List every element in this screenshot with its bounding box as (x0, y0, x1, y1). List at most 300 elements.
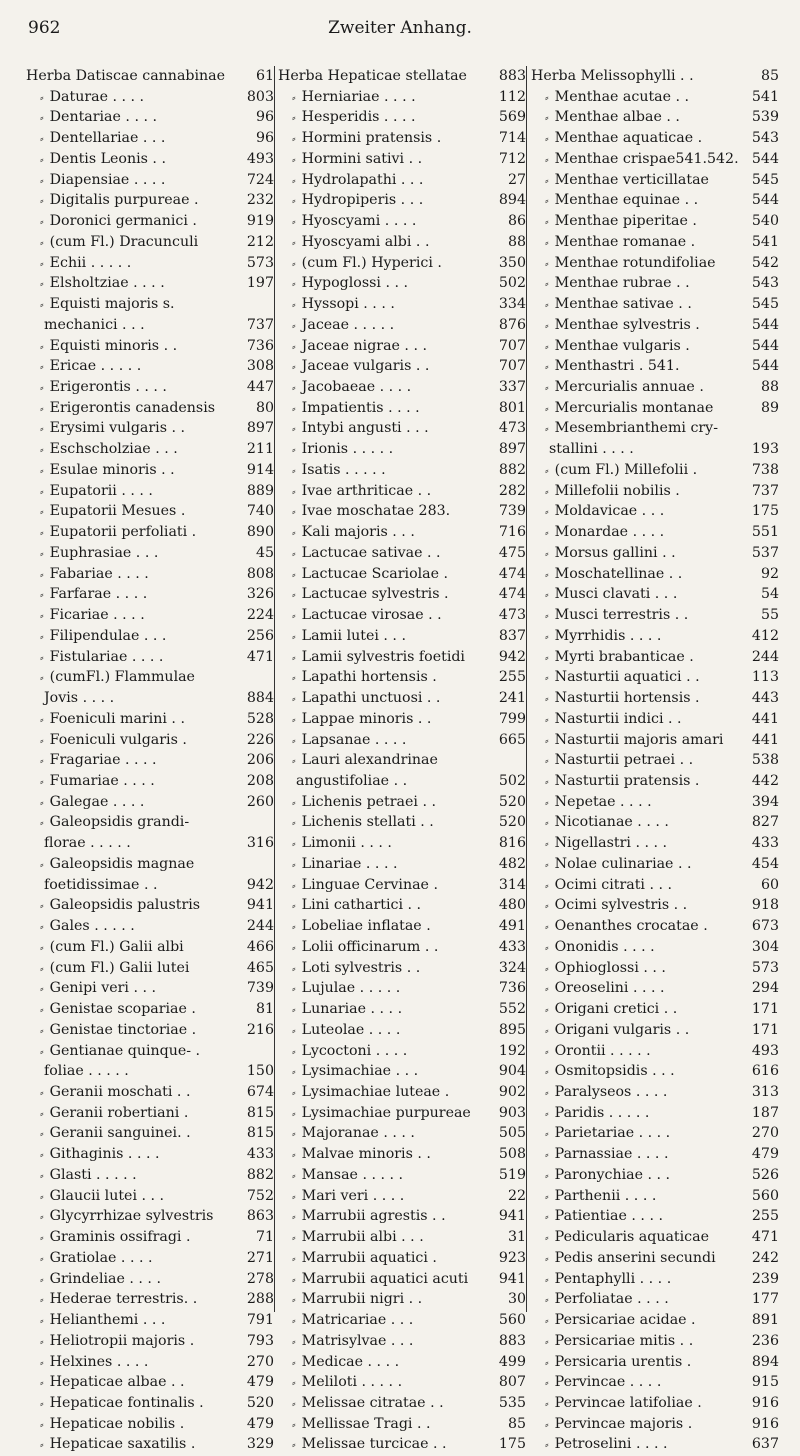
index-entry (278, 1165, 528, 1186)
entry-page-number: 904 (498, 1063, 526, 1080)
entry-term: ⸗ Ocimi sylvestris . . (545, 895, 687, 917)
entry-term: ⸗ Lini cathartici . . (292, 895, 421, 917)
entry-page-number: 89 (760, 399, 779, 416)
entry-page-number: 791 (246, 1312, 274, 1329)
index-entry (26, 1103, 276, 1124)
entry-page-number: 211 (246, 441, 274, 458)
entry-page-number: 314 (498, 876, 526, 893)
entry-page-number: 716 (498, 524, 526, 541)
entry-page-number: 543 (751, 130, 779, 147)
index-entry (531, 605, 781, 626)
entry-page-number: 816 (498, 835, 526, 852)
entry-page-number: 740 (246, 503, 274, 520)
index-entry (26, 958, 276, 979)
index-entry (278, 87, 528, 108)
index-entry (278, 792, 528, 813)
index-entry (278, 1414, 528, 1435)
entry-page-number: 736 (246, 337, 274, 354)
index-entry (531, 833, 781, 854)
index-entry (278, 418, 528, 439)
index-entry (26, 584, 276, 605)
entry-page-number: 902 (498, 1083, 526, 1100)
entry-term: ⸗ Moldavicae . . . (545, 501, 664, 523)
index-entry (278, 1206, 528, 1227)
entry-term: ⸗ Musci terrestris . . (545, 605, 688, 627)
entry-term: ⸗ Menthae piperitae . (545, 211, 697, 233)
entry-page-number: 827 (751, 814, 779, 831)
index-entry (278, 1248, 528, 1269)
entry-page-number: 86 (507, 213, 526, 230)
index-entry (26, 398, 276, 419)
entry-page-number: 543 (751, 275, 779, 292)
entry-term: ⸗ Lauri alexandrinae (292, 750, 438, 772)
entry-term: ⸗ Hepaticae nobilis . (40, 1414, 184, 1436)
entry-term: ⸗ Lapathi unctuosi . . (292, 688, 440, 710)
entry-page-number: 552 (498, 1001, 526, 1018)
entry-term: ⸗ Nasturtii hortensis . (545, 688, 700, 710)
entry-term: ⸗ Lactucae sylvestris . (292, 584, 449, 606)
entry-page-number: 541 (751, 233, 779, 250)
entry-page-number: 493 (751, 1042, 779, 1059)
entry-term: ⸗ Ononidis . . . . (545, 937, 655, 959)
index-entry (531, 481, 781, 502)
entry-term: ⸗ Jacobaeae . . . . (292, 377, 411, 399)
index-entry (531, 128, 781, 149)
entry-term: ⸗ Ericae . . . . . (40, 356, 141, 378)
entry-term: ⸗ Paronychiae . . . (545, 1165, 670, 1187)
entry-term: ⸗ Luteolae . . . . (292, 1020, 400, 1042)
entry-term: ⸗ Lamii sylvestris foetidi (292, 647, 465, 669)
index-entry (531, 211, 781, 232)
index-entry (26, 709, 276, 730)
entry-page-number: 304 (751, 938, 779, 955)
entry-term: ⸗ Lobeliae inflatae . (292, 916, 431, 938)
index-entry (278, 854, 528, 875)
entry-page-number: 894 (498, 192, 526, 209)
entry-page-number: 466 (246, 938, 274, 955)
entry-term: ⸗ Farfarae . . . . (40, 584, 147, 606)
entry-term: ⸗ Eupatorii perfoliati . (40, 522, 196, 544)
entry-page-number: 815 (246, 1104, 274, 1121)
entry-page-number: 480 (498, 897, 526, 914)
index-entry (531, 584, 781, 605)
entry-term: ⸗ Fumariae . . . . (40, 771, 155, 793)
entry-term: ⸗ Matricariae . . . (292, 1310, 413, 1332)
entry-page-number: 475 (498, 544, 526, 561)
entry-term: ⸗ Medicae . . . . (292, 1352, 399, 1374)
entry-page-number: 465 (246, 959, 274, 976)
entry-page-number: 474 (498, 565, 526, 582)
index-entry (26, 253, 276, 274)
entry-page-number: 441 (751, 731, 779, 748)
entry-term: ⸗ Equisti minoris . . (40, 336, 177, 358)
index-entry (531, 1020, 781, 1041)
entry-page-number: 412 (751, 627, 779, 644)
index-entry (531, 253, 781, 274)
index-entry (26, 1248, 276, 1269)
entry-page-number: 473 (498, 420, 526, 437)
entry-term: ⸗ Marrubii albi . . . (292, 1227, 424, 1249)
entry-page-number: 918 (751, 897, 779, 914)
index-entry (531, 978, 781, 999)
entry-page-number: 334 (498, 296, 526, 313)
entry-term: ⸗ Foeniculi marini . . (40, 709, 185, 731)
entry-page-number: 288 (246, 1291, 274, 1308)
entry-term: ⸗ Lamii lutei . . . (292, 626, 406, 648)
entry-term: ⸗ Doronici germanici . (40, 211, 197, 233)
entry-term: ⸗ Parthenii . . . . (545, 1186, 656, 1208)
index-entry (531, 647, 781, 668)
entry-term: ⸗ Eupatorii . . . . (40, 481, 153, 503)
entry-page-number: 508 (498, 1146, 526, 1163)
index-entry (278, 1041, 528, 1062)
entry-page-number: 433 (246, 1146, 274, 1163)
index-entry (278, 1352, 528, 1373)
index-entry (26, 1414, 276, 1435)
index-entry (531, 1393, 781, 1414)
index-entry (26, 1186, 276, 1207)
entry-term: ⸗ Esulae minoris . . (40, 460, 175, 482)
entry-term: ⸗ Hepaticae fontinalis . (40, 1393, 204, 1415)
entry-term: ⸗ Mansae . . . . . (292, 1165, 403, 1187)
entry-page-number: 637 (751, 1436, 779, 1453)
page-header (0, 18, 800, 48)
entry-term: ⸗ (cum Fl.) Galii albi (40, 937, 184, 959)
index-entry (26, 273, 276, 294)
index-entry (531, 1331, 781, 1352)
entry-page-number: 474 (498, 586, 526, 603)
entry-term: ⸗ Helxines . . . . (40, 1352, 148, 1374)
index-entry (278, 958, 528, 979)
entry-term: ⸗ Myrti brabanticae . (545, 647, 694, 669)
entry-page-number: 736 (498, 980, 526, 997)
entry-page-number: 479 (751, 1146, 779, 1163)
index-entry (278, 605, 528, 626)
entry-page-number: 502 (498, 772, 526, 789)
entry-term: ⸗ Nasturtii majoris amari (545, 730, 723, 752)
entry-page-number: 897 (246, 420, 274, 437)
entry-term: ⸗ Hyoscyami albi . . (292, 232, 429, 254)
index-entry (531, 1414, 781, 1435)
entry-term: ⸗ Galeopsidis grandi- (40, 812, 189, 834)
index-entry (531, 87, 781, 108)
entry-term: ⸗ (cum Fl.) Millefolii . (545, 460, 697, 482)
index-entry (26, 356, 276, 377)
entry-page-number: 326 (246, 586, 274, 603)
entry-page-number: 541 (751, 88, 779, 105)
index-entry (531, 170, 781, 191)
entry-page-number: 313 (751, 1083, 779, 1100)
index-entry (531, 398, 781, 419)
index-entry (278, 336, 528, 357)
index-entry (26, 1123, 276, 1144)
entry-page-number: 573 (751, 959, 779, 976)
entry-term: ⸗ Heliotropii majoris . (40, 1331, 194, 1353)
entry-page-number: 883 (498, 1332, 526, 1349)
entry-page-number: 187 (751, 1104, 779, 1121)
index-entry (531, 336, 781, 357)
entry-term: ⸗ Hypoglossi . . . (292, 273, 408, 295)
entry-page-number: 96 (255, 130, 274, 147)
index-entry (278, 107, 528, 128)
entry-page-number: 801 (498, 399, 526, 416)
entry-term: ⸗ Mellissae Tragi . . (292, 1414, 431, 1436)
index-entry (26, 771, 276, 792)
index-entry (26, 978, 276, 999)
entry-page-number: 897 (498, 441, 526, 458)
entry-page-number: 337 (498, 379, 526, 396)
entry-term: ⸗ Morsus gallini . . (545, 543, 676, 565)
entry-page-number: 256 (246, 627, 274, 644)
entry-page-number: 916 (751, 1415, 779, 1432)
entry-term: Herba Hepaticae stellatae (278, 68, 467, 84)
entry-page-number: 895 (498, 1021, 526, 1038)
entry-term: ⸗ Daturae . . . . (40, 87, 144, 109)
index-entry (26, 1206, 276, 1227)
entry-page-number: 473 (498, 607, 526, 624)
index-entry (531, 1434, 781, 1455)
index-entry (531, 1061, 781, 1082)
entry-page-number: 493 (246, 150, 274, 167)
entry-term: ⸗ Hormini sativi . . (292, 149, 422, 171)
entry-page-number: 244 (751, 648, 779, 665)
entry-page-number: 903 (498, 1104, 526, 1121)
entry-page-number: 891 (751, 1312, 779, 1329)
entry-term: stallini . . . . (549, 441, 634, 458)
entry-term: ⸗ Irionis . . . . . (292, 439, 393, 461)
entry-term: ⸗ Paridis . . . . . (545, 1103, 649, 1125)
entry-page-number: 502 (498, 275, 526, 292)
index-entry (278, 439, 528, 460)
entry-page-number: 244 (246, 918, 274, 935)
index-entry (278, 149, 528, 170)
entry-term: ⸗ Genistae tinctoriae . (40, 1020, 196, 1042)
index-entry (278, 1227, 528, 1248)
entry-term: ⸗ Ocimi citrati . . . (545, 875, 672, 897)
entry-page-number: 96 (255, 109, 274, 126)
entry-page-number: 545 (751, 296, 779, 313)
entry-term: ⸗ Parietariae . . . . (545, 1123, 670, 1145)
entry-page-number: 271 (246, 1249, 274, 1266)
entry-term: ⸗ Menthae vulgaris . (545, 336, 690, 358)
index-entry (278, 501, 528, 522)
entry-term: ⸗ Menthae sylvestris . (545, 315, 700, 337)
entry-term: ⸗ Persicariae mitis . . (545, 1331, 693, 1353)
entry-page-number: 112 (498, 88, 526, 105)
entry-term: ⸗ Hepaticae saxatilis . (40, 1434, 195, 1456)
entry-term: ⸗ Galeopsidis magnae (40, 854, 194, 876)
entry-page-number: 505 (498, 1125, 526, 1142)
index-entry (26, 1165, 276, 1186)
entry-page-number: 714 (498, 130, 526, 147)
entry-term: ⸗ Nigellastri . . . . (545, 833, 667, 855)
entry-term: ⸗ Hepaticae albae . . (40, 1372, 185, 1394)
entry-term: ⸗ Lujulae . . . . . (292, 978, 400, 1000)
index-entry (531, 875, 781, 896)
entry-page-number: 270 (246, 1353, 274, 1370)
index-entry (26, 999, 276, 1020)
entry-page-number: 479 (246, 1374, 274, 1391)
index-entry (531, 958, 781, 979)
entry-term: mechanici . . . (44, 316, 145, 333)
entry-term: ⸗ Melissae citratae . . (292, 1393, 444, 1415)
index-entry (531, 1041, 781, 1062)
entry-term: ⸗ Orontii . . . . . (545, 1041, 651, 1063)
index-entry (26, 87, 276, 108)
entry-term: ⸗ Gratiolae . . . . (40, 1248, 153, 1270)
index-entry (531, 999, 781, 1020)
entry-term: ⸗ Limonii . . . . (292, 833, 392, 855)
entry-term: ⸗ Menthae rotundifoliae (545, 253, 716, 275)
entry-term: ⸗ Pentaphylli . . . . (545, 1269, 671, 1291)
index-entry (531, 709, 781, 730)
entry-page-number: 544 (751, 150, 779, 167)
entry-term: ⸗ Menthastri . 541. (545, 356, 679, 378)
entry-page-number: 616 (751, 1063, 779, 1080)
entry-page-number: 712 (498, 150, 526, 167)
index-entry (278, 66, 528, 87)
entry-term: ⸗ Lapsanae . . . . (292, 730, 406, 752)
entry-term: ⸗ Pedis anserini secundi (545, 1248, 716, 1270)
index-entry (278, 1020, 528, 1041)
entry-page-number: 499 (498, 1353, 526, 1370)
index-entry (26, 1061, 276, 1082)
index-entry (26, 1434, 276, 1455)
index-entry (531, 937, 781, 958)
entry-page-number: 520 (498, 814, 526, 831)
entry-term: ⸗ Loti sylvestris . . (292, 958, 420, 980)
entry-term: ⸗ Isatis . . . . . (292, 460, 386, 482)
entry-page-number: 923 (498, 1249, 526, 1266)
index-entry (531, 1269, 781, 1290)
entry-term: ⸗ Lysimachiae purpureae (292, 1103, 471, 1125)
index-entry (278, 190, 528, 211)
entry-page-number: 919 (246, 213, 274, 230)
entry-term: ⸗ Linguae Cervinae . (292, 875, 438, 897)
index-entry (26, 937, 276, 958)
index-entry (278, 356, 528, 377)
entry-term: ⸗ Genipi veri . . . (40, 978, 156, 1000)
entry-page-number: 92 (760, 565, 779, 582)
entry-page-number: 752 (246, 1187, 274, 1204)
entry-term: ⸗ Lactucae sativae . . (292, 543, 441, 565)
entry-page-number: 545 (751, 171, 779, 188)
entry-page-number: 294 (751, 980, 779, 997)
entry-term: ⸗ Patientiae . . . . (545, 1206, 663, 1228)
entry-term: ⸗ Marrubii aquatici acuti (292, 1269, 468, 1291)
index-entry (278, 833, 528, 854)
index-entry (278, 377, 528, 398)
entry-term: ⸗ Galeopsidis palustris (40, 895, 200, 917)
entry-term: ⸗ (cum Fl.) Dracunculi (40, 232, 198, 254)
entry-term: ⸗ Hyoscyami . . . . (292, 211, 416, 233)
entry-term: ⸗ Menthae aquaticae . (545, 128, 702, 150)
index-entry (26, 315, 276, 336)
index-entry (278, 647, 528, 668)
entry-page-number: 883 (498, 68, 526, 84)
entry-term: ⸗ Lichenis stellati . . (292, 812, 434, 834)
index-entry (531, 315, 781, 336)
index-entry (26, 107, 276, 128)
entry-term: ⸗ Kali majoris . . . (292, 522, 415, 544)
index-entry (278, 1393, 528, 1414)
index-entry (278, 584, 528, 605)
entry-term: ⸗ Menthae acutae . . (545, 87, 689, 109)
entry-page-number: 808 (246, 565, 274, 582)
entry-page-number: 454 (751, 855, 779, 872)
index-entry (278, 232, 528, 253)
index-entry (531, 750, 781, 771)
entry-term: ⸗ Geranii moschati . . (40, 1082, 190, 1104)
entry-page-number: 80 (255, 399, 274, 416)
index-entry (531, 377, 781, 398)
entry-term: ⸗ Menthae rubrae . . (545, 273, 690, 295)
entry-page-number: 520 (498, 793, 526, 810)
entry-term: ⸗ Jaceae . . . . . (292, 315, 394, 337)
index-entry (26, 522, 276, 543)
index-entry (26, 605, 276, 626)
entry-term: ⸗ Githaginis . . . . (40, 1144, 160, 1166)
entry-term: ⸗ Marrubii nigri . . (292, 1289, 422, 1311)
entry-term: ⸗ Persicariae acidae . (545, 1310, 696, 1332)
entry-term: ⸗ Origani vulgaris . . (545, 1020, 689, 1042)
entry-term: ⸗ (cum Fl.) Hyperici . (292, 253, 442, 275)
index-entry (26, 750, 276, 771)
entry-term: ⸗ Erigerontis canadensis (40, 398, 215, 420)
entry-page-number: 665 (498, 731, 526, 748)
entry-term: ⸗ Impatientis . . . . (292, 398, 420, 420)
index-entry (278, 1331, 528, 1352)
index-entry (278, 1144, 528, 1165)
entry-page-number: 884 (246, 690, 274, 707)
index-entry (278, 812, 528, 833)
entry-term: ⸗ Hydrolapathi . . . (292, 170, 423, 192)
entry-term: ⸗ Pervincae majoris . (545, 1414, 692, 1436)
index-entry (278, 273, 528, 294)
entry-page-number: 270 (751, 1125, 779, 1142)
entry-term: ⸗ Geranii sanguinei. . (40, 1123, 191, 1145)
entry-page-number: 27 (507, 171, 526, 188)
entry-page-number: 308 (246, 358, 274, 375)
index-entry (278, 1269, 528, 1290)
index-entry (26, 564, 276, 585)
entry-page-number: 739 (246, 980, 274, 997)
index-entry (531, 1082, 781, 1103)
index-entry (531, 522, 781, 543)
entry-page-number: 799 (498, 710, 526, 727)
entry-page-number: 793 (246, 1332, 274, 1349)
entry-term: ⸗ Gales . . . . . (40, 916, 135, 938)
entry-term: ⸗ Lapathi hortensis . (292, 667, 437, 689)
entry-page-number: 150 (246, 1063, 274, 1080)
entry-page-number: 260 (246, 793, 274, 810)
entry-term: ⸗ Nicotianae . . . . (545, 812, 669, 834)
index-entry (278, 543, 528, 564)
entry-page-number: 61 (255, 68, 274, 84)
entry-term: foetidissimae . . (44, 876, 158, 893)
entry-term: ⸗ Menthae verticillatae (545, 170, 709, 192)
index-entry (531, 564, 781, 585)
index-entry (278, 709, 528, 730)
entry-page-number: 206 (246, 752, 274, 769)
index-entry (278, 481, 528, 502)
entry-term: ⸗ Euphrasiae . . . (40, 543, 158, 565)
entry-term: ⸗ Galegae . . . . (40, 792, 144, 814)
entry-term: ⸗ Glasti . . . . . (40, 1165, 137, 1187)
index-entry (26, 439, 276, 460)
entry-term: ⸗ Menthae sativae . . (545, 294, 692, 316)
entry-term: ⸗ Mercurialis annuae . (545, 377, 704, 399)
